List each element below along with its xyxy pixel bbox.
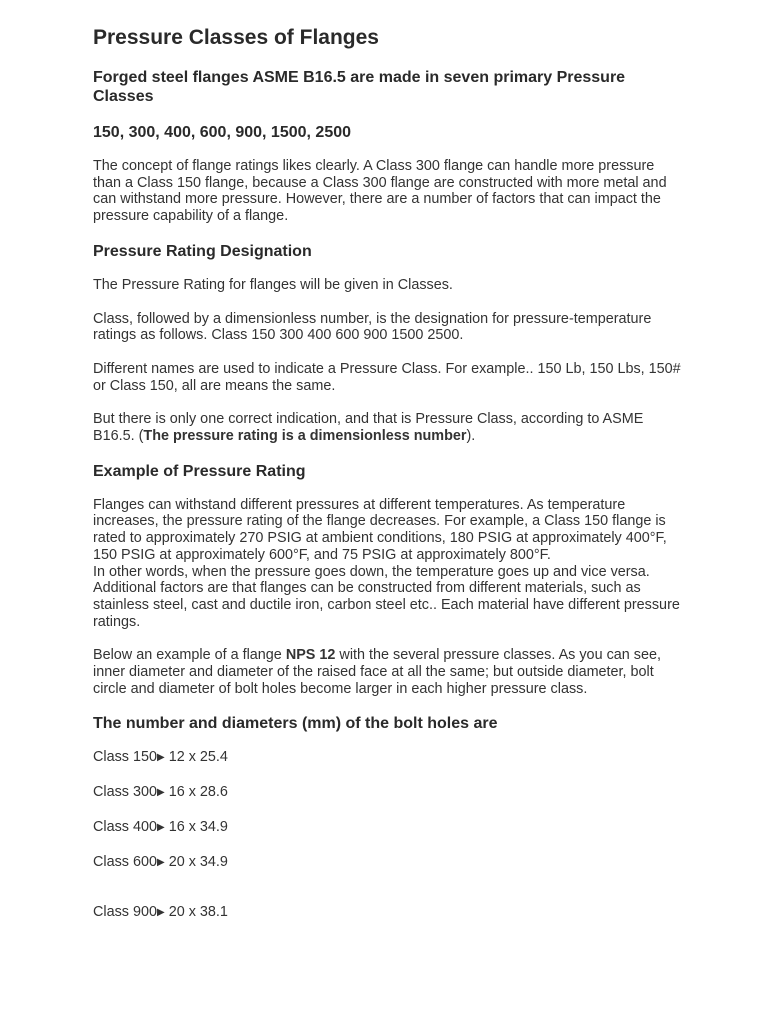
arrow-right-icon: ▶	[157, 907, 165, 919]
bolt-hole-value: 20 x 34.9	[164, 853, 228, 870]
bolt-hole-value: 20 x 38.1	[164, 904, 228, 921]
bolt-hole-value: 16 x 34.9	[164, 818, 228, 835]
example-paragraph-1b: In other words, when the pressure goes down, the temperature goes up and vice versa. Additional factors are that flanges can be constructed from different materials, such as stainless steel, cast and ductile iron, carbon steel etc.. Each material have different pressure ratings.	[93, 563, 680, 630]
bolt-holes-heading: The number and diameters (mm) of the bolt holes are	[93, 715, 498, 733]
bolt-hole-item	[93, 904, 683, 922]
bolt-hole-item	[93, 819, 683, 837]
designation-paragraph-4-end: ).	[466, 428, 476, 445]
bolt-hole-value: 12 x 25.4	[164, 749, 228, 766]
example-heading: Example of Pressure Rating	[93, 462, 306, 480]
arrow-right-icon: ▶	[157, 787, 165, 799]
document-content	[93, 26, 683, 922]
example-paragraph-1a: Flanges can withstand different pressures at different temperatures. As temperature increases, the pressure rating of the flange decreases. For example, a Class 150 flange is rated to approximately 270 PSIG at ambient conditions, 180 PSIG at approximately 400°F, 150 PSIG at approximately 600°F, and 75 PSIG at approximately 800°F.	[93, 496, 667, 563]
example-paragraph-2-end: with the several pressure classes. As you can see, inner diameter and diameter of the raised face at all the same; but outside diameter, bolt circle and diameter of bolt holes become larger in each higher pressure class.	[93, 647, 661, 697]
arrow-right-icon: ▶	[157, 752, 165, 764]
class-label: Class 400	[93, 818, 157, 835]
intro-heading: Forged steel flanges ASME B16.5 are made in seven primary Pressure Classes	[93, 69, 626, 105]
classes-heading: 150, 300, 400, 600, 900, 1500, 2500	[93, 124, 352, 141]
example-paragraph-2-start: Below an example of a flange	[93, 647, 286, 664]
designation-paragraph-1: The Pressure Rating for flanges will be given in Classes.	[93, 276, 453, 293]
bolt-hole-item	[93, 784, 683, 802]
page-title: Pressure Classes of Flanges	[93, 26, 379, 49]
designation-paragraph-3: Different names are used to indicate a Pressure Class. For example.. 150 Lb, 150 Lbs, 150# or Class 150, all are means the same.	[93, 360, 681, 394]
designation-paragraph-2: Class, followed by a dimensionless number, is the designation for pressure-temperature ratings as follows. Class 150 300 400 600 900 1500 2500.	[93, 310, 652, 344]
example-paragraph-2	[93, 647, 683, 697]
class-label: Class 600	[93, 853, 157, 870]
nps-label: NPS 12	[285, 647, 336, 664]
designation-paragraph-4	[93, 411, 683, 444]
class-label: Class 150	[93, 749, 157, 766]
designation-paragraph-4-start: But there is only one correct indication, and that is Pressure Class, according to ASME B16.5. (	[93, 411, 644, 445]
designation-heading: Pressure Rating Designation	[93, 242, 312, 260]
bolt-hole-item	[93, 749, 683, 767]
class-label: Class 300	[93, 784, 157, 801]
bolt-hole-item	[93, 854, 683, 872]
bolt-hole-value: 16 x 28.6	[164, 784, 228, 801]
class-label: Class 900	[93, 904, 157, 921]
dimensionless-note: The pressure rating is a dimensionless number	[143, 428, 467, 445]
concept-paragraph: The concept of flange ratings likes clearly. A Class 300 flange can handle more pressure than a Class 150 flange, because a Class 300 flange are constructed with more metal and can withstand more pressure. However, there are a number of factors that can impact the pressure capability of a flange.	[93, 158, 667, 225]
arrow-right-icon: ▶	[157, 856, 165, 868]
arrow-right-icon: ▶	[157, 821, 165, 833]
